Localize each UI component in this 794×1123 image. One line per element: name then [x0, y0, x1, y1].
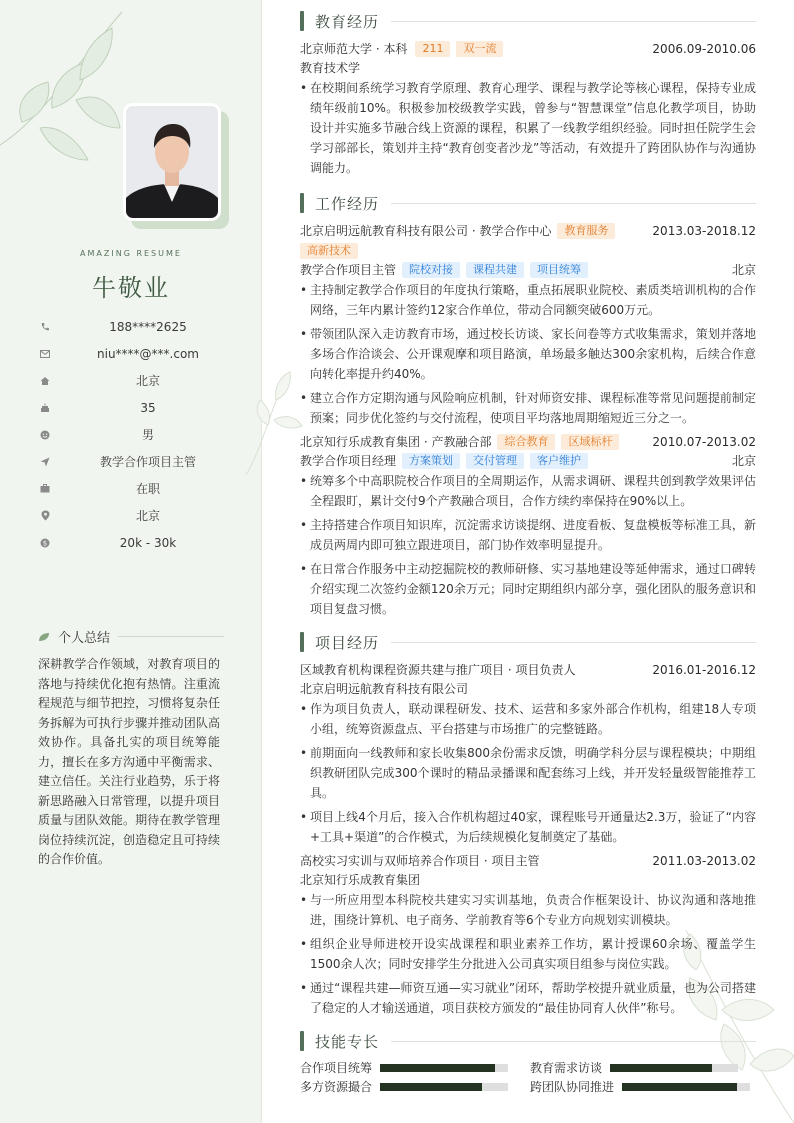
contact-position: 教学合作项目主管 — [38, 448, 238, 475]
bullet-item: • 在日常合作服务中主动挖掘院校的教师研修、实习基地建设等延伸需求，通过口碑转介绍实现二次签约金额120余万元；同时定期组织内部分享，强化团队的服务意识和项目复盘习惯。 — [300, 559, 756, 619]
job-role: 教学合作项目经理 — [300, 454, 397, 468]
bullet-item: • 建立合作方定期沟通与风险响应机制，针对师资安排、课程标准等常见问题提前制定预案；同步优化签约与交付流程，使项目平均落地周期缩短近三分之一。 — [300, 388, 756, 428]
date-range: 2013.03-2018.12 — [652, 223, 756, 238]
bullet-item: • 通过“课程共建—师资互通—实习就业”闭环，帮助学校提升就业质量，也为公司搭建了稳定的人才输送通道，项目获校方颁发的“最佳协同育人伙伴”称号。 — [300, 978, 756, 1018]
bullet-item: • 统筹多个中高职院校合作项目的全周期运作，从需求调研、课程共创到教学效果评估全程跟盯，累计交付9个产教融合项目，合作方续约率保持在90%以上。 — [300, 471, 756, 511]
cake-icon — [38, 401, 52, 415]
bullet-item: • 主持制定教学合作项目的年度执行策略，重点拓展职业院校、素质类培训机构的合作网络，三年内累计签约12家合作单位，带动合同额突破600万元。 — [300, 280, 756, 320]
skill-tag: 方案策划 — [402, 453, 460, 469]
school-name: 北京师范大学 · 本科 — [300, 42, 408, 56]
tag: 教育服务 — [557, 223, 615, 239]
section-work-header — [300, 192, 756, 214]
tag: 211 — [415, 41, 450, 57]
send-icon — [38, 455, 52, 469]
skill-list — [300, 1060, 756, 1094]
bullet-item: • 前期面向一线教师和家长收集800余份需求反馈，明确学科分层与课程模块；中期组织教研团队完成300个课时的精品录播课和配套练习上线，并开发轻量级智能推荐工具。 — [300, 743, 756, 803]
leaf-decoration-icon — [0, 0, 140, 170]
date-range: 2011.03-2013.02 — [652, 853, 756, 868]
skill-item — [530, 1060, 756, 1075]
work-entry — [300, 432, 756, 619]
skill-item — [530, 1079, 756, 1094]
section-title: 技能专长 — [315, 1032, 380, 1051]
skill-name: 跨团队协同推进 — [530, 1080, 615, 1094]
candidate-name: 牛敬业 — [92, 274, 170, 302]
location-pin-icon — [38, 509, 52, 523]
skill-tag: 交付管理 — [466, 453, 524, 469]
summary-text: 深耕教学合作领域，对教育项目的落地与持续优化抱有热情。注重流程规范与细节把控，习惯将复杂任务拆解为可执行步骤并推动团队高效协作。具备扎实的项目统筹能力，擅长在多方沟通中平衡需求、建立信任。关注行业趋势，乐于将新思路融入日常管理，以提升项目质量与团队效能。期待在教学管理岗位持续沉淀，创造稳定且可持续的合作价值。 — [38, 657, 220, 866]
bullet-item: • 在校期间系统学习教育学原理、教育心理学、课程与教学论等核心课程，保持专业成绩年级前10%。积极参加校级教学实践，曾参与“智慧课堂”信息化教学项目，协助设计并实施多节融合线上资源的课程，积累了一线教学组织经验。同时担任院学生会学习部部长，策划并主持“教育创变者沙龙”等活动，有效提升了跨团队协作与沟通协调能力。 — [300, 78, 756, 178]
svg-text:$: $ — [42, 539, 48, 548]
job-city: 北京 — [731, 454, 756, 468]
tag: 双一流 — [456, 41, 503, 57]
skill-name: 合作项目统筹 — [300, 1061, 373, 1075]
salary-icon — [38, 536, 52, 550]
mail-icon — [38, 347, 52, 361]
project-entry — [300, 660, 756, 847]
bullet-item: • 作为项目负责人，联动课程研发、技术、运营和多家外部合作机构，组建18人专项小组，统筹资源盘点、平台搭建与市场推广的完整链路。 — [300, 699, 756, 739]
date-range: 2010.07-2013.02 — [652, 434, 756, 449]
contact-home: 北京 — [38, 367, 238, 394]
leaf-decoration-icon — [246, 370, 306, 480]
company-name: 北京启明远航教育科技有限公司 · 教学合作中心 — [300, 224, 552, 238]
skill-level-bar — [380, 1064, 508, 1072]
section-title: 项目经历 — [315, 633, 380, 652]
company-name: 北京知行乐成教育集团 · 产教融合部 — [300, 435, 492, 449]
skill-item — [300, 1060, 530, 1075]
job-city: 北京 — [731, 263, 756, 277]
major: 教育技术学 — [300, 61, 361, 75]
bullet-item: • 主持搭建合作项目知识库，沉淀需求访谈提纲、进度看板、复盘模板等标准工具，新成员两周内即可独立跟进项目，部门协作效率明显提升。 — [300, 515, 756, 555]
bullet-item: • 带领团队深入走访教育市场，通过校长访谈、家长问卷等方式收集需求，策划并落地多场合作洽谈会、公开课观摩和项目路演，单场最多触达300余家机构，后续合作意向转化率提升约40%。 — [300, 324, 756, 384]
skill-item — [300, 1079, 530, 1094]
leaf-icon — [38, 627, 50, 646]
tag: 区域标杆 — [561, 434, 619, 450]
skill-tag: 项目统筹 — [530, 262, 588, 278]
contact-list — [38, 313, 238, 556]
avatar-icon — [126, 106, 218, 218]
main-content — [300, 10, 756, 1094]
contact-age: 35 — [38, 394, 238, 421]
work-entry — [300, 221, 756, 428]
profile-photo — [123, 103, 221, 221]
brand-label: AMAZING RESUME — [80, 249, 182, 258]
skill-name: 多方资源撮合 — [300, 1080, 373, 1094]
skill-tag: 客户维护 — [530, 453, 588, 469]
home-icon — [38, 374, 52, 388]
section-title: 工作经历 — [315, 194, 380, 213]
contact-location: 北京 — [38, 502, 238, 529]
section-title: 教育经历 — [315, 12, 380, 31]
gender-icon — [38, 428, 52, 442]
job-role: 教学合作项目主管 — [300, 263, 397, 277]
contact-phone: 188****2625 — [38, 313, 238, 340]
skill-level-bar — [610, 1064, 738, 1072]
bullet-item: • 与一所应用型本科院校共建实习实训基地，负责合作框架设计、协议沟通和落地推进，围绕计算机、电子商务、学前教育等6个专业方向规划实训模块。 — [300, 890, 756, 930]
contact-email: niu****@***.com — [38, 340, 238, 367]
tag: 高新技术 — [300, 243, 358, 259]
date-range: 2016.01-2016.12 — [652, 662, 756, 677]
project-entry — [300, 851, 756, 1018]
bullet-item: • 组织企业导师进校开设实战课程和职业素养工作坊，累计授课60余场、覆盖学生1500余人次；同时安排学生分批进入公司真实项目组参与岗位实践。 — [300, 934, 756, 974]
education-entry — [300, 39, 756, 178]
summary-header — [38, 627, 224, 646]
sidebar — [0, 0, 262, 1123]
section-projects-header — [300, 631, 756, 653]
skill-level-bar — [380, 1083, 508, 1091]
skill-tag: 课程共建 — [466, 262, 524, 278]
contact-status: 在职 — [38, 475, 238, 502]
skill-name: 教育需求访谈 — [530, 1061, 603, 1075]
project-name: 区域教育机构课程资源共建与推广项目 · 项目负责人 — [300, 663, 576, 677]
tag: 综合教育 — [497, 434, 555, 450]
date-range: 2006.09-2010.06 — [652, 41, 756, 56]
project-name: 高校实习实训与双师培养合作项目 · 项目主管 — [300, 854, 540, 868]
phone-icon — [38, 320, 52, 334]
skill-level-bar — [622, 1083, 750, 1091]
contact-gender: 男 — [38, 421, 238, 448]
section-education-header — [300, 10, 756, 32]
project-org: 北京知行乐成教育集团 — [300, 873, 421, 887]
contact-salary: $ 20k - 30k — [38, 529, 238, 556]
project-org: 北京启明远航教育科技有限公司 — [300, 682, 469, 696]
bullet-item: • 项目上线4个月后，接入合作机构超过40家，课程账号开通量达2.3万，验证了“内容+工具+渠道”的合作模式，为后续规模化复制奠定了基础。 — [300, 807, 756, 847]
skill-tag: 院校对接 — [402, 262, 460, 278]
briefcase-icon — [38, 482, 52, 496]
section-skills-header — [300, 1030, 756, 1052]
summary-title: 个人总结 — [58, 631, 111, 646]
